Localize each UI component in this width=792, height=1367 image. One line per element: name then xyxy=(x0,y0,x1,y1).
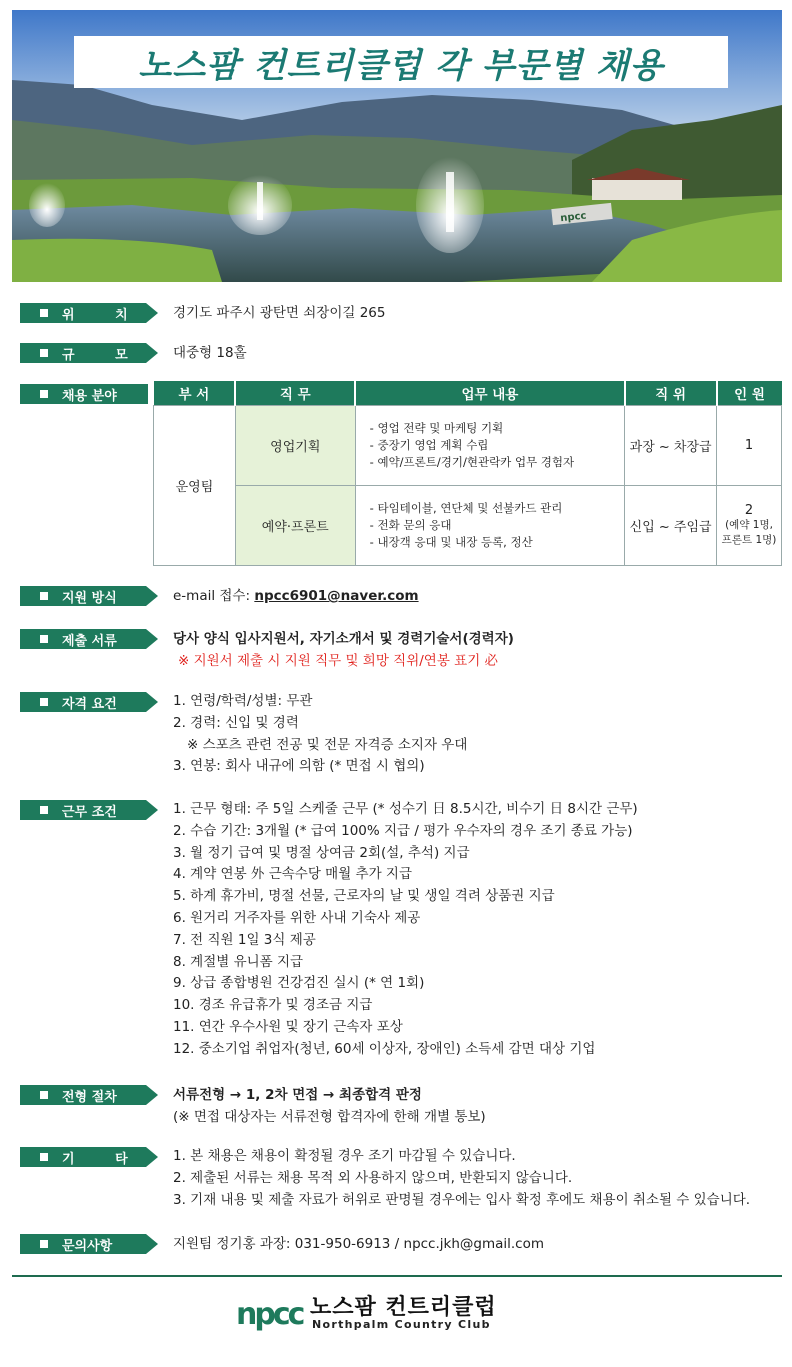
list-item: 1. 본 채용은 채용이 확정될 경우 조기 마감될 수 있습니다. xyxy=(173,1148,516,1164)
label-apply: 지원 방식 xyxy=(20,586,146,606)
recruit-table xyxy=(153,381,782,566)
label-process: 전형 절차 xyxy=(20,1085,146,1105)
count-cell: 1 xyxy=(717,405,782,485)
table-header-row xyxy=(154,381,782,405)
label-recruit: 채용 분야 xyxy=(20,384,148,404)
scale-value: 대중형 18홀 xyxy=(173,345,247,361)
banner-title-box xyxy=(74,36,728,88)
list-item: 1. 연령/학력/성별: 무관 xyxy=(173,693,313,709)
bullet-square-icon xyxy=(40,1240,48,1248)
table-header: 업무 내용 xyxy=(355,381,625,405)
table-row xyxy=(154,485,782,565)
list-item: ※ 스포츠 관련 전공 및 전문 자격증 소지자 우대 xyxy=(187,736,468,753)
etc-list xyxy=(173,1146,750,1211)
apply-value: e-mail 접수: npcc6901@naver.com xyxy=(173,588,419,604)
bullet-square-icon xyxy=(40,806,48,814)
bullet-square-icon xyxy=(40,1153,48,1161)
list-item: 10. 경조 유급휴가 및 경조금 지급 xyxy=(173,997,373,1014)
label-qualification: 자격 요건 xyxy=(20,692,146,712)
list-item: 5. 하계 휴가비, 명절 선물, 근로자의 날 및 생일 격려 상품권 지급 xyxy=(173,888,555,905)
table-header: 직 위 xyxy=(625,381,717,405)
table-header: 직 무 xyxy=(235,381,355,405)
list-item: 4. 계약 연봉 外 근속수당 매월 추가 지급 xyxy=(173,866,412,883)
list-item: 3. 연봉: 회사 내규에 의함 (* 면접 시 협의) xyxy=(173,758,425,775)
qualification-list xyxy=(173,691,467,778)
department-cell: 운영팀 xyxy=(154,405,236,565)
footer-company-eng: Northpalm Country Club xyxy=(312,1318,491,1331)
list-item: 1. 근무 형태: 주 5일 스케줄 근무 (* 성수기 日 8.5시간, 비수기 日 8시간 근무) xyxy=(173,801,638,817)
list-item: 3. 기재 내용 및 제출 자료가 허위로 판명될 경우에는 입사 확정 후에도 채용이 취소될 수 있습니다. xyxy=(173,1191,751,1208)
position-cell: 과장 ~ 차장급 xyxy=(625,405,717,485)
list-item: 2. 경력: 신입 및 경력 xyxy=(173,714,299,731)
footer-divider xyxy=(12,1275,782,1277)
bullet-square-icon xyxy=(40,635,48,643)
npcc-logo-icon xyxy=(236,1290,306,1338)
contact-value: 지원팀 정기홍 과장: 031-950-6913 / npcc.jkh@gmail.com xyxy=(173,1236,545,1252)
documents-note: ※ 지원서 제출 시 지원 직무 및 희망 직위/연봉 표기 必 xyxy=(178,653,499,669)
bullet-square-icon xyxy=(40,698,48,706)
list-item: 12. 중소기업 취업자(청년, 60세 이상자, 장애인) 소득세 감면 대상 기업 xyxy=(173,1040,596,1057)
count-note: (예약 1명, 프론트 1명) xyxy=(721,518,777,546)
count-cell: 2 (예약 1명, 프론트 1명) xyxy=(717,485,782,565)
list-item: 3. 월 정기 급여 및 명절 상여금 2회(설, 추석) 지급 xyxy=(173,844,470,861)
list-item: 2. 제출된 서류는 채용 목적 외 사용하지 않으며, 반환되지 않습니다. xyxy=(173,1169,573,1186)
bullet-square-icon xyxy=(40,349,48,357)
label-location: 위 치 xyxy=(20,303,146,323)
bullet-square-icon xyxy=(40,390,48,398)
footer-company-name: 노스팜 컨트리클럽 xyxy=(310,1295,497,1320)
list-item: 7. 전 직원 1일 3식 제공 xyxy=(173,931,316,948)
bullet-square-icon xyxy=(40,1091,48,1099)
svg-text:npcc: npcc xyxy=(236,1297,303,1332)
list-item: 9. 상급 종합병원 건강검진 실시 (* 연 1회) xyxy=(173,975,425,992)
label-conditions: 근무 조건 xyxy=(20,800,146,820)
table-header: 인 원 xyxy=(717,381,782,405)
location-value: 경기도 파주시 광탄면 쇠장이길 265 xyxy=(173,305,386,321)
list-item: 6. 원거리 거주자를 위한 사내 기숙사 제공 xyxy=(173,909,421,926)
page-title: 노스팜 컨트리클럽 각 부문별 채용 xyxy=(138,45,664,86)
bullet-square-icon xyxy=(40,309,48,317)
label-contact: 문의사항 xyxy=(20,1234,146,1254)
job-cell: 영업기획 xyxy=(235,405,355,485)
table-row xyxy=(154,405,782,485)
banner-image xyxy=(12,10,782,282)
job-cell: 예약·프론트 xyxy=(235,485,355,565)
table-header: 부 서 xyxy=(154,381,236,405)
duty-cell: - 타임테이블, 연단체 및 선불카드 관리 - 전화 문의 응대 - 내장객 응대 및 내장 등록, 정산 xyxy=(355,485,625,565)
list-item: 8. 계절별 유니폼 지급 xyxy=(173,953,304,970)
list-item: 11. 연간 우수사원 및 장기 근속자 포상 xyxy=(173,1018,403,1035)
banner-sign-text: npcc xyxy=(559,210,587,225)
conditions-list xyxy=(173,799,638,1061)
label-etc: 기 타 xyxy=(20,1147,146,1167)
process-main: 서류전형 → 1, 2차 면접 → 최종합격 판정 xyxy=(173,1087,422,1103)
position-cell: 신입 ~ 주임급 xyxy=(625,485,717,565)
documents-main: 당사 양식 입사지원서, 자기소개서 및 경력기술서(경력자) xyxy=(173,631,514,647)
list-item: 2. 수습 기간: 3개월 (* 급여 100% 지급 / 평가 우수자의 경우 조기 종료 가능) xyxy=(173,822,633,839)
apply-email-link[interactable]: npcc6901@naver.com xyxy=(254,588,419,604)
bullet-square-icon xyxy=(40,592,48,600)
label-documents: 제출 서류 xyxy=(20,629,146,649)
label-scale: 규 모 xyxy=(20,343,146,363)
duty-cell: - 영업 전략 및 마케팅 기획 - 중장기 영업 계획 수립 - 예약/프론트/경기/현관락카 업무 경험자 xyxy=(355,405,625,485)
process-note: (※ 면접 대상자는 서류전형 합격자에 한해 개별 통보) xyxy=(173,1109,486,1125)
